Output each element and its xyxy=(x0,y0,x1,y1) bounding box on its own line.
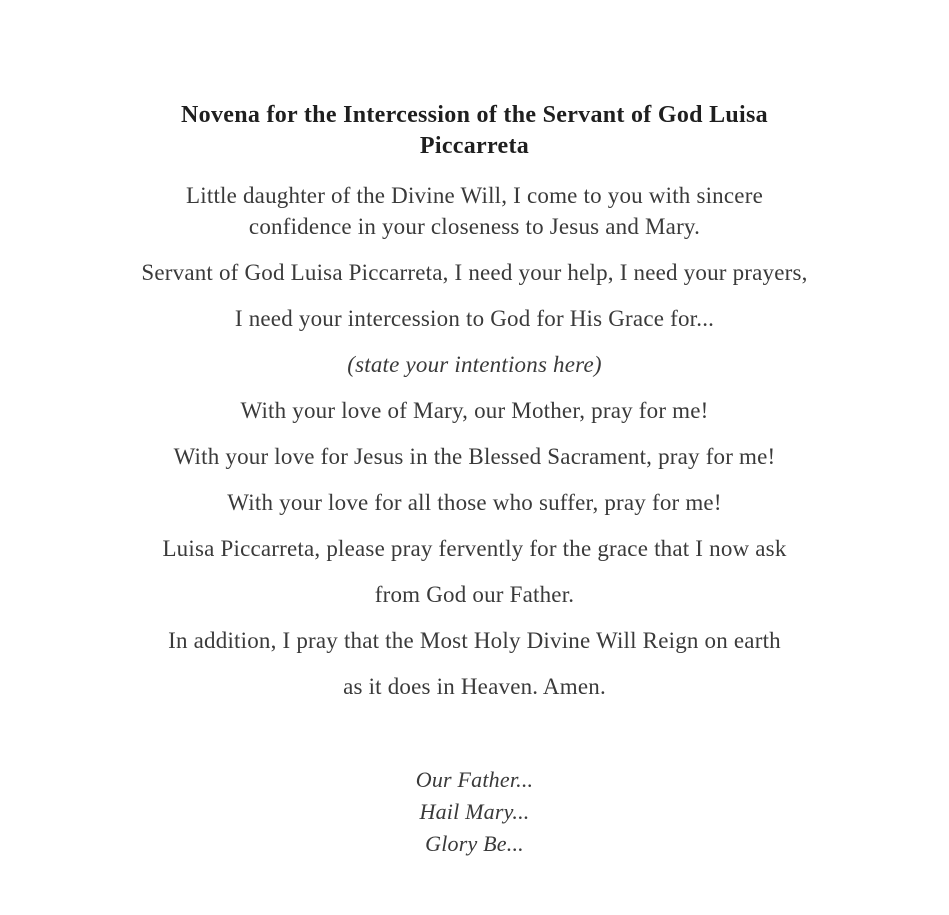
prayer-paragraph xyxy=(45,533,905,564)
prayer-line: Our Father... xyxy=(415,767,534,792)
prayer-line: as it does in Heaven. Amen. xyxy=(343,674,606,699)
title-line: Novena for the Intercession of the Servant of God Luisa xyxy=(181,102,768,128)
prayer-paragraph xyxy=(45,579,905,610)
prayer-paragraph xyxy=(45,625,905,656)
prayer-paragraph xyxy=(45,257,905,288)
prayer-line: With your love for all those who suffer, pray for me! xyxy=(227,490,722,515)
prayer-line: confidence in your closeness to Jesus and Mary. xyxy=(248,214,701,239)
prayer-line: Hail Mary... xyxy=(419,799,530,824)
prayer-line: With your love for Jesus in the Blessed Sacrament, pray for me! xyxy=(173,444,776,469)
prayer-paragraph xyxy=(45,487,905,518)
prayer-paragraph xyxy=(45,395,905,426)
prayer-paragraph xyxy=(45,671,905,702)
prayer-line: (state your intentions here) xyxy=(347,352,602,377)
prayer-line: Luisa Piccarreta, please pray fervently for the grace that I now ask xyxy=(162,536,787,561)
document-title xyxy=(45,100,905,162)
prayer-document xyxy=(45,100,905,860)
prayer-line: Servant of God Luisa Piccarreta, I need your help, I need your prayers, xyxy=(141,260,808,285)
prayer-paragraph xyxy=(45,441,905,472)
prayer-paragraph xyxy=(45,349,905,380)
prayer-line: from God our Father. xyxy=(374,582,575,607)
prayer-paragraph xyxy=(45,303,905,334)
prayer-paragraph xyxy=(45,764,905,860)
prayer-paragraph xyxy=(45,180,905,242)
prayer-line: I need your intercession to God for His Grace for... xyxy=(234,306,715,331)
prayer-line: With your love of Mary, our Mother, pray for me! xyxy=(240,398,709,423)
prayer-line: Glory Be... xyxy=(425,831,524,856)
title-line: Piccarreta xyxy=(419,133,530,159)
prayer-line: Little daughter of the Divine Will, I come to you with sincere xyxy=(186,183,763,208)
prayer-line: In addition, I pray that the Most Holy Divine Will Reign on earth xyxy=(168,628,781,653)
